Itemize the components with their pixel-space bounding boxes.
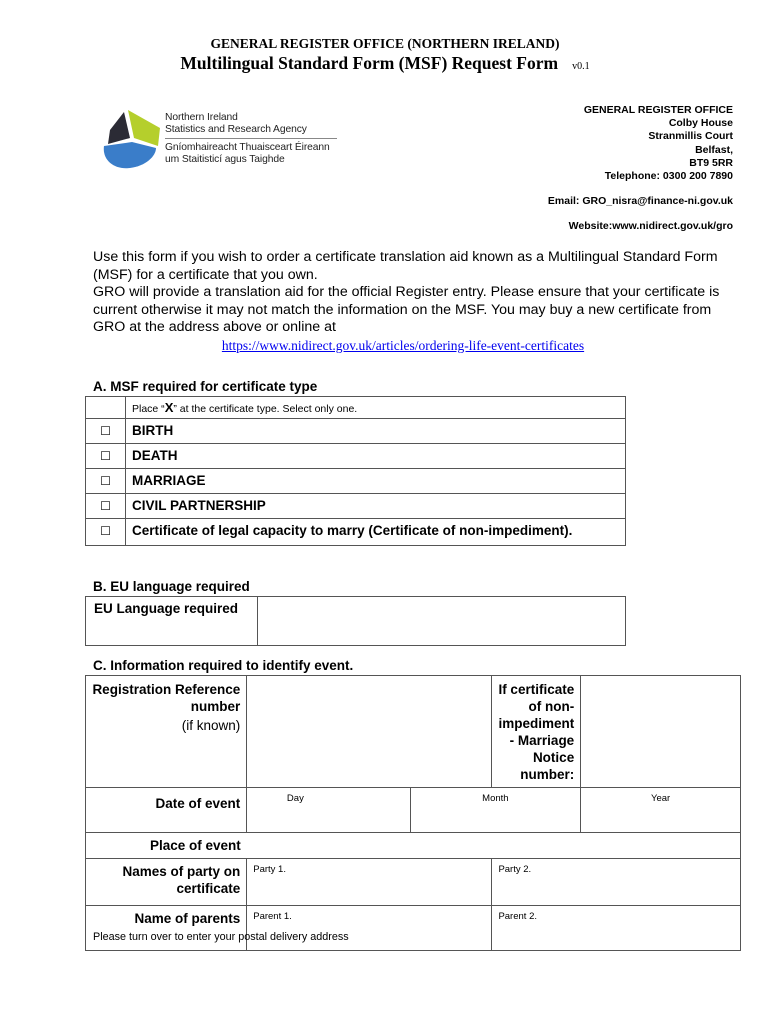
eu-language-label: EU Language required bbox=[86, 597, 258, 646]
section-c-title: C. Information required to identify event. bbox=[93, 658, 354, 673]
logo-green-segment bbox=[128, 110, 160, 146]
checkbox-marriage[interactable]: ☐ bbox=[86, 469, 126, 494]
intro-paragraph-1: Use this form if you wish to order a certificate translation aid known as a Multilingual Standard Form (MSF) for a certificate that you own. bbox=[93, 249, 718, 283]
ordering-certificates-link[interactable]: https://www.nidirect.gov.uk/articles/ordering-life-event-certificates bbox=[221, 337, 585, 353]
registration-number-input[interactable] bbox=[247, 676, 492, 788]
certificate-type-table bbox=[85, 396, 626, 546]
option-death: DEATH bbox=[126, 444, 626, 469]
form-title-text: Multilingual Standard Form (MSF) Request Form bbox=[180, 53, 559, 73]
marriage-notice-input[interactable] bbox=[581, 676, 741, 788]
month-input[interactable]: Month bbox=[410, 788, 581, 833]
checkbox-non-impediment[interactable]: ☐ bbox=[86, 519, 126, 546]
logo-blue-segment bbox=[104, 142, 156, 168]
address-line-5: BT9 5RR bbox=[689, 156, 733, 169]
marriage-notice-label: If certificate of non-impediment - Marriage Notice number: bbox=[492, 676, 581, 788]
version-label: v0.1 bbox=[572, 61, 590, 72]
party-2-input[interactable]: Party 2. bbox=[492, 859, 741, 906]
telephone: Telephone: 0300 200 7890 bbox=[604, 170, 733, 183]
parent-2-input[interactable]: Parent 2. bbox=[492, 906, 741, 951]
logo-line-2: Statistics and Research Agency bbox=[165, 124, 307, 135]
intro-paragraph-2: GRO will provide a translation aid for the official Register entry. Please ensure that your certificate is current otherwise it may not match the information on the MSF. You may buy a new certificate from GRO at the address above or online at bbox=[93, 284, 720, 335]
instruction-pre: Place “ bbox=[132, 403, 165, 415]
instruction-post: ” at the certificate type. Select only one. bbox=[173, 403, 358, 415]
eu-language-input[interactable] bbox=[258, 597, 626, 646]
date-of-event-label: Date of event bbox=[86, 788, 247, 833]
event-info-table bbox=[85, 675, 741, 951]
address-line-2: Colby House bbox=[668, 117, 733, 130]
day-input[interactable]: Day bbox=[247, 788, 410, 833]
option-non-impediment: Certificate of legal capacity to marry (Certificate of non-impediment). bbox=[126, 519, 626, 546]
address-line-1: GENERAL REGISTER OFFICE bbox=[583, 104, 733, 116]
office-heading: GENERAL REGISTER OFFICE (NORTHERN IRELAND) bbox=[210, 36, 560, 51]
option-civil-partnership: CIVIL PARTNERSHIP bbox=[126, 494, 626, 519]
option-marriage: MARRIAGE bbox=[126, 469, 626, 494]
address-line-3: Stranmillis Court bbox=[648, 130, 733, 143]
footer-note: Please turn over to enter your postal delivery address bbox=[93, 931, 349, 943]
office-address bbox=[548, 104, 733, 234]
instruction-mark: X bbox=[164, 400, 174, 415]
names-of-party-label: Names of party on certificate bbox=[86, 859, 247, 906]
intro-text bbox=[93, 249, 733, 354]
logo-line-1: Northern Ireland bbox=[165, 112, 238, 123]
instruction-cell bbox=[126, 397, 626, 419]
section-b-title: B. EU language required bbox=[93, 579, 250, 594]
website: Website:www.nidirect.gov.uk/gro bbox=[568, 220, 733, 233]
nisra-logo bbox=[100, 108, 350, 172]
year-input[interactable]: Year bbox=[581, 788, 741, 833]
eu-language-table bbox=[85, 596, 626, 646]
parent-1-input[interactable]: Parent 1. bbox=[247, 906, 492, 951]
email: Email: GRO_nisra@finance-ni.gov.uk bbox=[547, 195, 733, 208]
section-a-title: A. MSF required for certificate type bbox=[93, 379, 318, 394]
registration-sub-label: (if known) bbox=[181, 718, 241, 733]
nisra-logo-icon bbox=[100, 108, 164, 172]
logo-line-4: um Staitisticí agus Taighde bbox=[165, 154, 285, 165]
logo-line-3: Gníomhaireacht Thuaisceart Éireann bbox=[165, 142, 330, 153]
checkbox-birth[interactable]: ☐ bbox=[86, 419, 126, 444]
address-line-4: Belfast, bbox=[695, 143, 733, 156]
option-birth: BIRTH bbox=[126, 419, 626, 444]
registration-label: Registration Reference number bbox=[92, 682, 241, 714]
instruction-spacer bbox=[86, 397, 126, 419]
place-of-event-input[interactable] bbox=[247, 833, 741, 859]
registration-label-cell bbox=[86, 676, 247, 788]
name-of-parents-label: Name of parents bbox=[86, 906, 247, 951]
logo-divider bbox=[165, 138, 337, 139]
place-of-event-label: Place of event bbox=[86, 833, 247, 859]
form-title bbox=[0, 53, 770, 74]
checkbox-civil-partnership[interactable]: ☐ bbox=[86, 494, 126, 519]
checkbox-death[interactable]: ☐ bbox=[86, 444, 126, 469]
party-1-input[interactable]: Party 1. bbox=[247, 859, 492, 906]
logo-dark-segment bbox=[108, 112, 130, 144]
